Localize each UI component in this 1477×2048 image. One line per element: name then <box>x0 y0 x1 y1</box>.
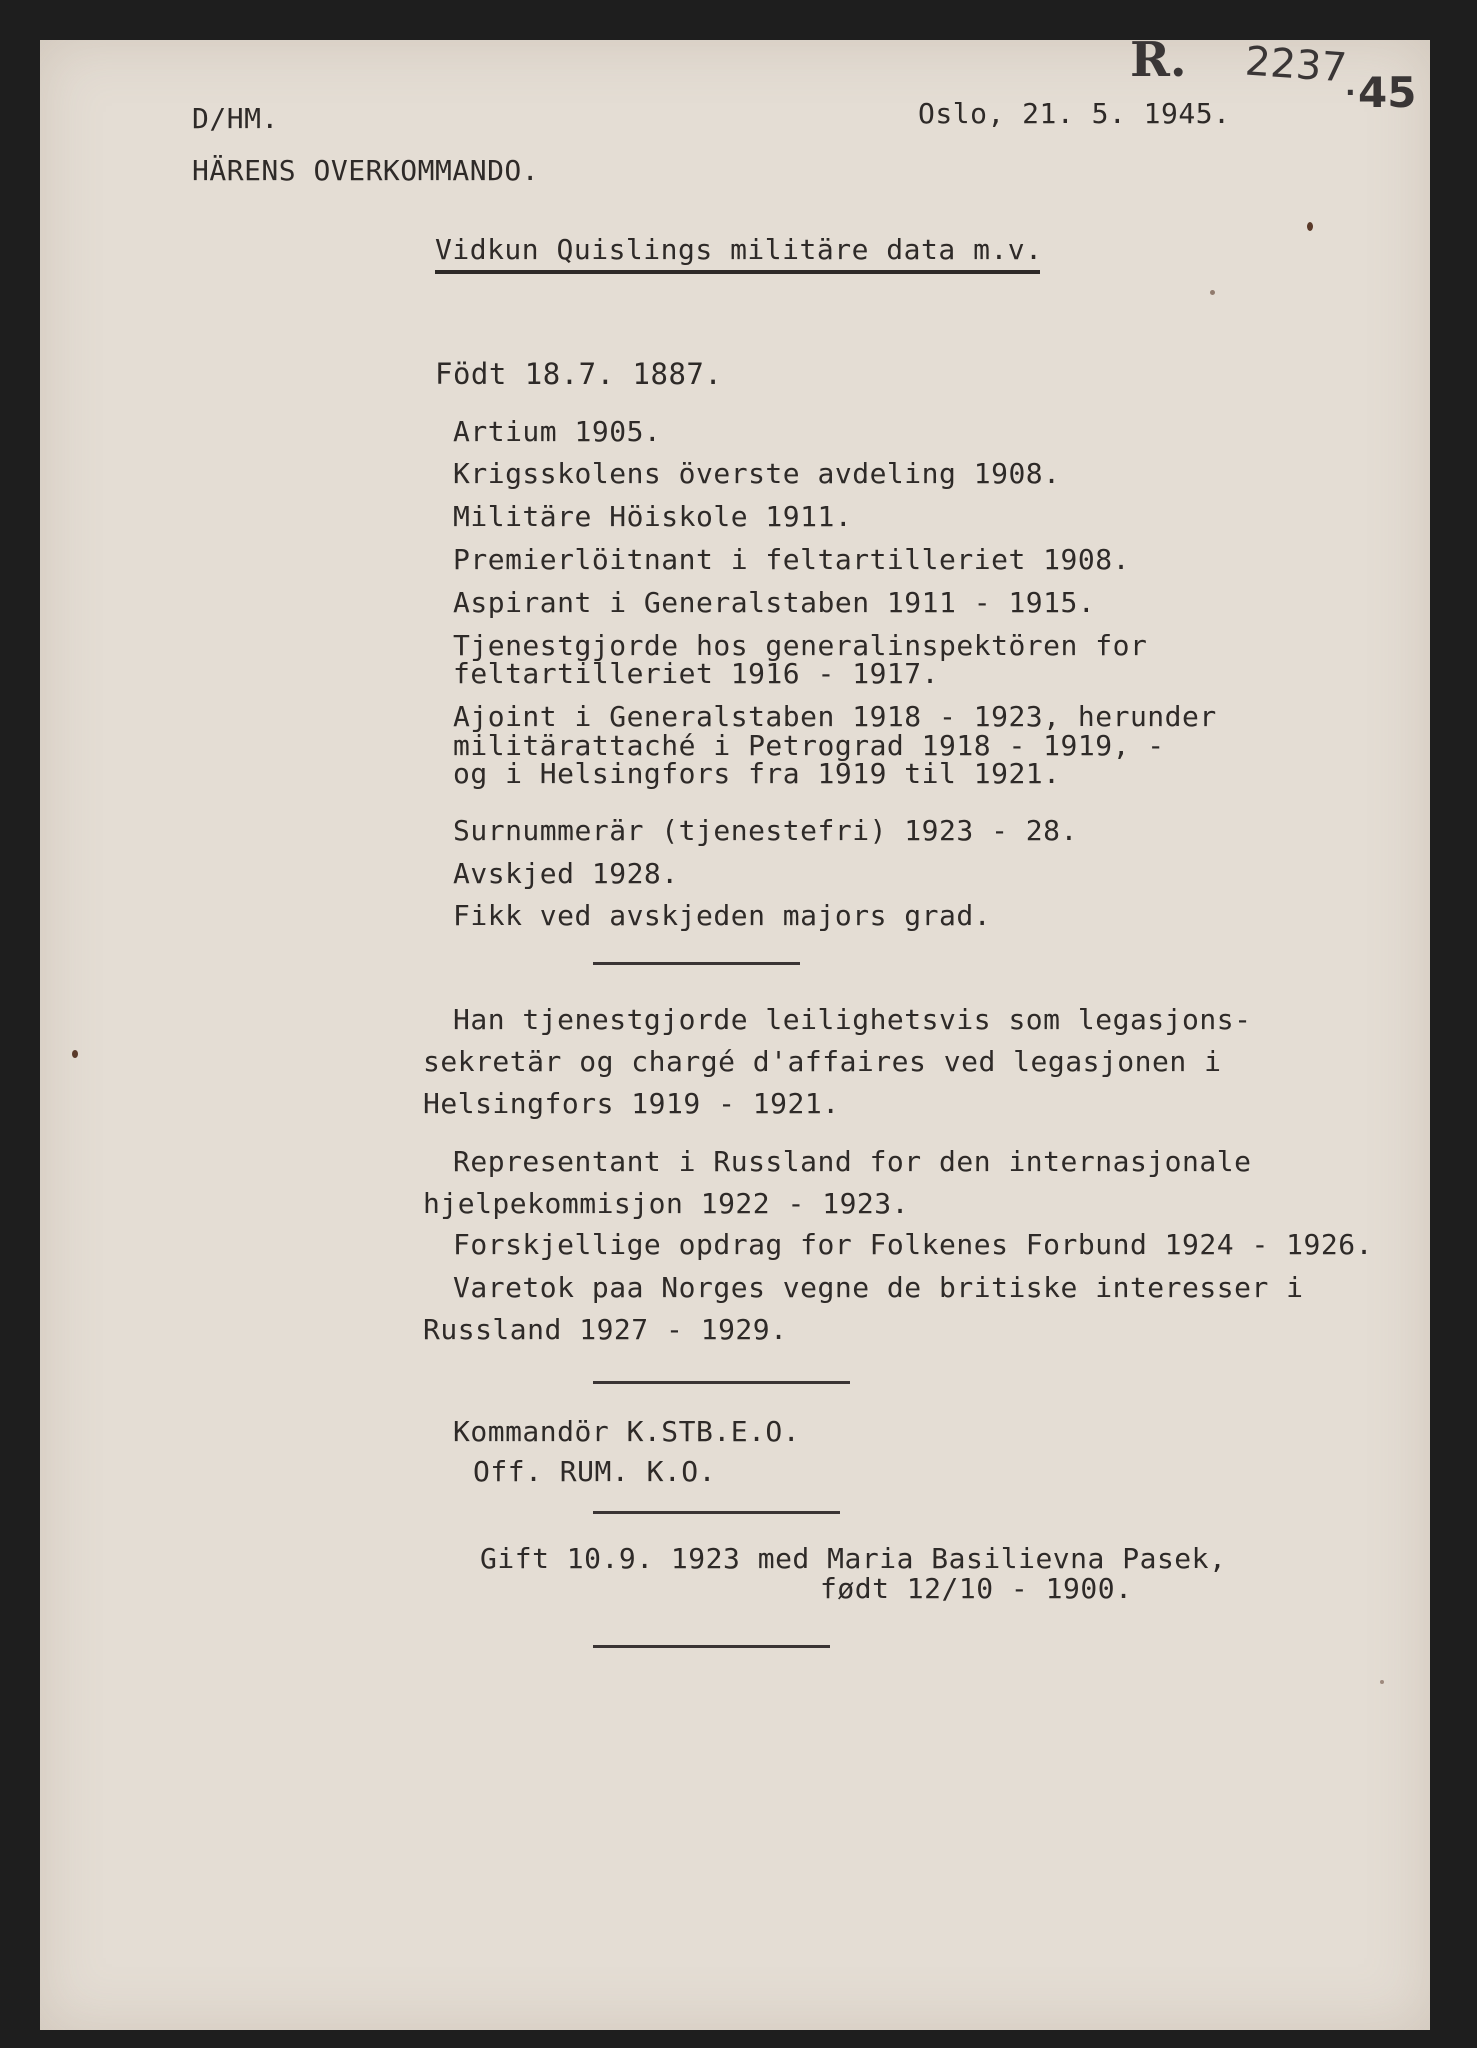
career-item: Militäre Höiskole 1911. <box>453 500 853 533</box>
career-item-continued: og i Helsingfors fra 1919 til 1921. <box>453 757 1061 790</box>
diplomatic-line: Helsingfors 1919 - 1921. <box>423 1087 840 1120</box>
diplomatic-line: Varetok paa Norges vegne de britiske interesser i <box>453 1271 1304 1304</box>
paper-speck <box>1210 290 1215 295</box>
diplomatic-line: Forskjellige opdrag for Folkenes Forbund 1924 - 1926. <box>453 1228 1373 1261</box>
career-item: Aspirant i Generalstaben 1911 - 1915. <box>453 586 1096 619</box>
career-item: Fikk ved avskjeden majors grad. <box>453 899 992 932</box>
reference-code: D/HM. <box>192 102 279 135</box>
paper-speck <box>1307 222 1313 231</box>
career-item: Surnummerär (tjenestefri) 1923 - 28. <box>453 814 1078 847</box>
career-item: Ajoint i Generalstaben 1918 - 1923, herunder <box>453 700 1217 733</box>
archive-ref-prefix: R. <box>1130 32 1187 88</box>
title-underline <box>435 270 1040 274</box>
organization-name: HÄRENS OVERKOMMANDO. <box>192 154 540 187</box>
section-divider <box>593 1381 850 1384</box>
document-title: Vidkun Quislings militäre data m.v. <box>435 233 1043 266</box>
career-item: Artium 1905. <box>453 415 662 448</box>
section-divider <box>593 962 800 965</box>
career-item: Tjenestgjorde hos generalinspektören for <box>453 629 1148 662</box>
section-divider <box>593 1511 840 1514</box>
career-item: Krigsskolens överste avdeling 1908. <box>453 457 1061 490</box>
archive-ref-dot: · <box>1345 76 1356 109</box>
birth-date: Födt 18.7. 1887. <box>435 357 723 391</box>
place-date: Oslo, 21. 5. 1945. <box>918 97 1231 130</box>
diplomatic-line: sekretär og chargé d'affaires ved legasjonen i <box>423 1045 1222 1078</box>
archive-ref-number: 2237 <box>1243 38 1349 92</box>
diplomatic-line: Representant i Russland for den internasjonale <box>453 1145 1252 1178</box>
diplomatic-line: hjelpekommisjon 1922 - 1923. <box>423 1187 910 1220</box>
marriage-line: født 12/10 - 1900. <box>820 1572 1133 1605</box>
career-item: Premierlöitnant i feltartilleriet 1908. <box>453 543 1130 576</box>
decoration-line: Off. RUM. K.O. <box>473 1455 717 1488</box>
career-item: Avskjed 1928. <box>453 857 679 890</box>
career-item-continued: feltartilleriet 1916 - 1917. <box>453 657 940 690</box>
paper-speck <box>1380 1680 1384 1684</box>
paper-sheet <box>40 32 1430 2030</box>
decoration-line: Kommandör K.STB.E.O. <box>453 1415 801 1448</box>
diplomatic-line: Han tjenestgjorde leilighetsvis som legasjons- <box>453 1003 1252 1036</box>
section-divider <box>593 1645 830 1648</box>
paper-speck <box>72 1050 78 1058</box>
career-item-continued: militärattaché i Petrograd 1918 - 1919, - <box>453 729 1165 762</box>
archive-ref-year: 45 <box>1358 68 1417 117</box>
diplomatic-line: Russland 1927 - 1929. <box>423 1313 788 1346</box>
marriage-line: Gift 10.9. 1923 med Maria Basilievna Pasek, <box>480 1542 1227 1575</box>
